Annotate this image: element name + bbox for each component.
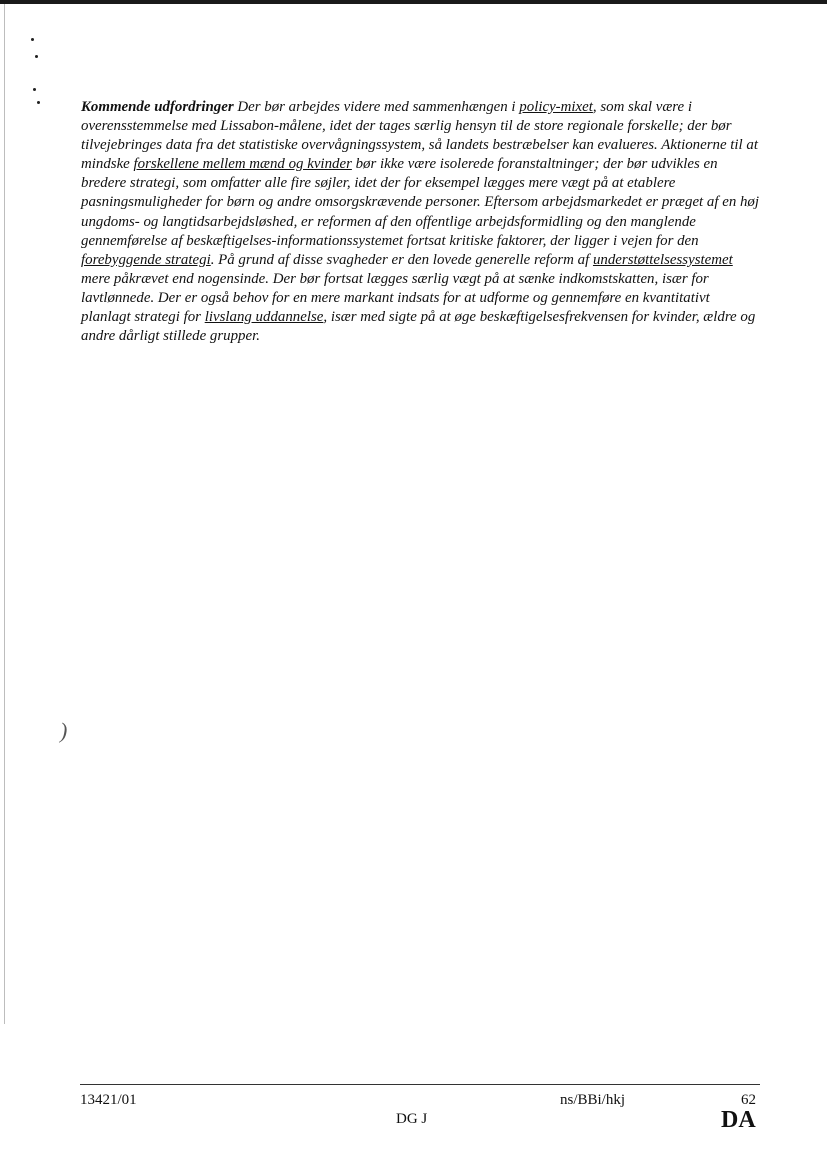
glossary-link-lifelong-learning[interactable]: livslang uddannelse — [204, 309, 324, 326]
document-number: 13421/01 — [80, 1092, 137, 1108]
directorate-code: DG J — [396, 1111, 428, 1127]
page-number: 62 — [741, 1092, 756, 1108]
footer-rule — [80, 1084, 760, 1085]
body-text: , som skal være i overensstemmelse med Lissabon-målene, idet der tages særlig hensyn til de store regionale forskelle; der bør tilvejebringes data fra det statistiske overvågningssystem, så landets bestræbelser kan evalueres. Aktionerne til at mindske — [81, 99, 758, 173]
reference-code: ns/BBi/hkj — [560, 1092, 626, 1108]
body-text: Der bør arbejdes videre med sammenhængen i — [233, 99, 520, 115]
body-text: , især med sigte på at øge beskæftigelsesfrekvensen for kvinder, ældre og andre dårligt stillede grupper. — [81, 309, 756, 345]
glossary-link-preventive-strategy[interactable]: forebyggende strategi — [81, 251, 211, 268]
top-border — [0, 0, 827, 4]
glossary-link-gender-gap[interactable]: forskellene mellem mænd og kvinder — [133, 156, 352, 173]
scan-margin-line — [4, 4, 5, 1024]
glossary-link-policy-mix[interactable]: policy-mixet — [519, 99, 593, 115]
body-text: bør ikke være isolerede foranstaltninger; der bør udvikles en bredere strategi, som omfatter alle fire søjler, idet der for eksempel lægges mere vægt på at etablere pasningsmuligheder for børn og andre omsorgskrævende personer. Eftersom arbejdsmarkedet er præget af en høj ungdoms- og langtidsarbejdsløshed, er reformen af den offentlige arbejdsformidling og den manglende gennemførelse af beskæftigelses-informationssystemet fortsat kritiske faktorer, der ligger i vejen for den — [81, 156, 760, 249]
body-text: . På grund af disse svagheder er den lovede generelle reform af — [210, 251, 593, 268]
language-code: DA — [721, 1107, 756, 1133]
body-paragraph — [81, 98, 761, 346]
section-heading: Kommende udfordringer — [81, 99, 234, 115]
scan-speck — [31, 38, 34, 41]
body-text: mere påkrævet end nogensinde. Der bør fortsat lægges særlig vægt på at sænke indkomstskatten, især for lavtlønnede. Der er også behov for en mere markant indsats for at udforme og gennemføre en kvantitativt planlagt strategi for — [81, 270, 710, 326]
glossary-link-benefit-system[interactable]: understøttelsessystemet — [592, 251, 733, 268]
scan-speck — [33, 88, 36, 91]
scan-speck — [37, 101, 40, 104]
scan-speck — [35, 55, 38, 58]
scan-mark: ) — [60, 718, 68, 743]
